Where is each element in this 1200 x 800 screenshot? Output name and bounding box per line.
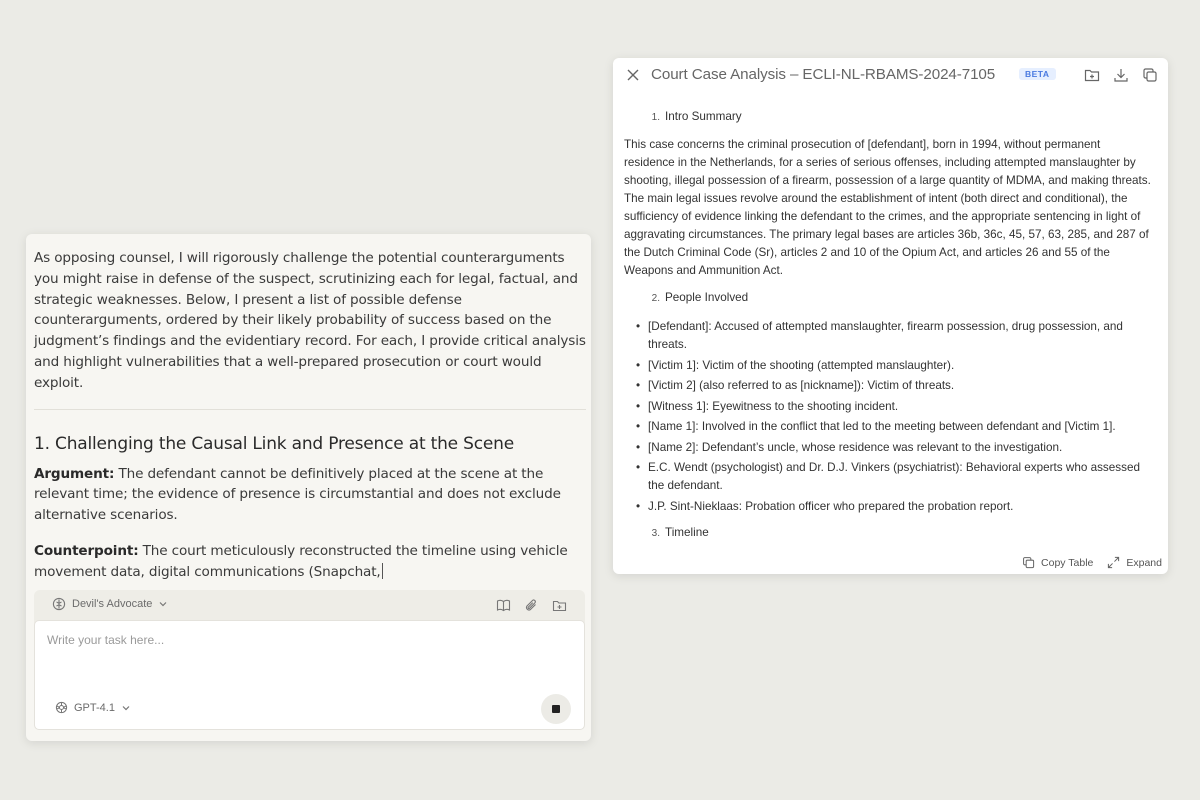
model-label: GPT-4.1 — [74, 701, 115, 714]
argument-label: Argument: — [34, 465, 115, 482]
book-icon[interactable] — [495, 597, 511, 613]
paperclip-icon[interactable] — [523, 597, 539, 613]
task-input-box — [34, 620, 585, 730]
folder-plus-icon[interactable] — [1084, 67, 1100, 83]
chat-panel — [26, 234, 591, 741]
close-icon[interactable] — [626, 68, 640, 87]
composer-actions — [495, 597, 567, 613]
expand-label: Expand — [1126, 556, 1162, 569]
openai-icon — [55, 701, 68, 714]
copy-table-label: Copy Table — [1041, 556, 1094, 569]
message-intro: As opposing counsel, I will rigorously challenge the potential counterarguments you might raise in defense of the suspect, scrutinizing each for legal, factual, and strategic weaknesses. Below, I present a list of possible defense counterarguments, ordered by their likely probability of success based on the judgment’s findings and the evidentiary record. For each, I provide critical analysis and highlight vulnerabilities that a well-prepared prosecution or court would exploit. — [34, 250, 586, 391]
model-selector[interactable] — [55, 701, 131, 714]
composer — [34, 590, 585, 730]
folder-plus-icon[interactable] — [551, 597, 567, 613]
section-title-intro — [648, 108, 1154, 127]
brain-icon — [52, 597, 66, 611]
section-label: Timeline — [665, 525, 709, 539]
stop-button[interactable] — [541, 694, 571, 724]
list-item: • [Witness 1]: Eyewitness to the shooting incident. — [636, 398, 1154, 416]
intro-summary: This case concerns the criminal prosecution of [defendant], born in 1994, without permanent residence in the Netherlands, for a series of serious offenses, including attempted manslaughter by shooting, illegal possession of a firearm, possession of a large quantity of MDMA, and making threats. The main legal issues revolve around the establishment of intent (both direct and conditional), the sufficiency of evidence linking the defendant to the crimes, and the appropriate sentencing in light of aggravating circumstances. The primary legal bases are articles 36b, 36c, 45, 57, 63, 285, and 287 of the Dutch Criminal Code (Sr), articles 2 and 10 of the Opium Act, and articles 26 and 55 of the Weapons and Ammunition Act. — [624, 138, 1151, 277]
copy-icon[interactable] — [1142, 67, 1158, 83]
section-label: People Involved — [665, 291, 749, 304]
list-item: • [Defendant]: Accused of attempted manslaughter, firearm possession, drug possession, and threats. — [636, 318, 1154, 354]
divider — [34, 409, 586, 410]
analysis-content — [624, 108, 1154, 543]
copy-icon — [1022, 556, 1035, 569]
counterpoint-label: Counterpoint: — [34, 542, 139, 559]
download-icon[interactable] — [1113, 67, 1129, 83]
list-item: • [Name 1]: Involved in the conflict that led to the meeting between defendant and [Victim 1]. — [636, 418, 1154, 436]
list-item: • E.C. Wendt (psychologist) and Dr. D.J. Vinkers (psychiatrist): Behavioral experts who assessed the defendant. — [636, 459, 1154, 495]
panel-footer — [1022, 556, 1162, 569]
section-title-people — [648, 289, 1154, 308]
stop-icon — [552, 705, 560, 713]
expand-icon — [1107, 556, 1120, 569]
chevron-down-icon — [121, 703, 131, 713]
streaming-cursor — [382, 563, 383, 579]
panel-title: Court Case Analysis – ECLI-NL-RBAMS-2024-7105 — [651, 66, 996, 83]
list-item: • J.P. Sint-Nieklaas: Probation officer who prepared the probation report. — [636, 498, 1154, 516]
list-item: • [Name 2]: Defendant’s uncle, whose residence was relevant to the investigation. — [636, 439, 1154, 457]
chevron-down-icon — [158, 599, 168, 609]
header-actions — [1084, 67, 1158, 83]
section-number: 3. — [651, 527, 660, 539]
expand-button[interactable] — [1107, 556, 1162, 569]
composer-toolbar — [34, 590, 585, 620]
counterpoint-paragraph — [34, 541, 586, 583]
analysis-panel — [613, 58, 1168, 574]
copy-table-button[interactable] — [1022, 556, 1093, 569]
list-item: • [Victim 2] (also referred to as [nickname]): Victim of threats. — [636, 377, 1154, 395]
argument-paragraph — [34, 464, 586, 526]
section-number: 1. — [651, 112, 660, 123]
message-heading: 1. Challenging the Causal Link and Presence at the Scene — [34, 433, 514, 454]
section-title-timeline — [648, 524, 1154, 543]
counterpoint-text: The court meticulously reconstructed the timeline using vehicle movement data, digital communications (Snapchat, — [34, 542, 568, 580]
list-item: • [Victim 1]: Victim of the shooting (attempted manslaughter). — [636, 357, 1154, 375]
argument-text: The defendant cannot be definitively placed at the scene at the relevant time; the evidence of presence is circumstantial and does not exclude alternative scenarios. — [34, 465, 561, 524]
mode-selector[interactable] — [52, 597, 168, 611]
mode-label: Devil's Advocate — [72, 598, 153, 610]
task-input[interactable] — [45, 629, 569, 651]
people-list — [624, 318, 1154, 516]
panel-header — [613, 58, 1168, 94]
section-number: 2. — [651, 293, 660, 304]
beta-badge: BETA — [1019, 68, 1056, 80]
chat-message — [34, 248, 586, 583]
section-label: Intro Summary — [665, 110, 742, 123]
